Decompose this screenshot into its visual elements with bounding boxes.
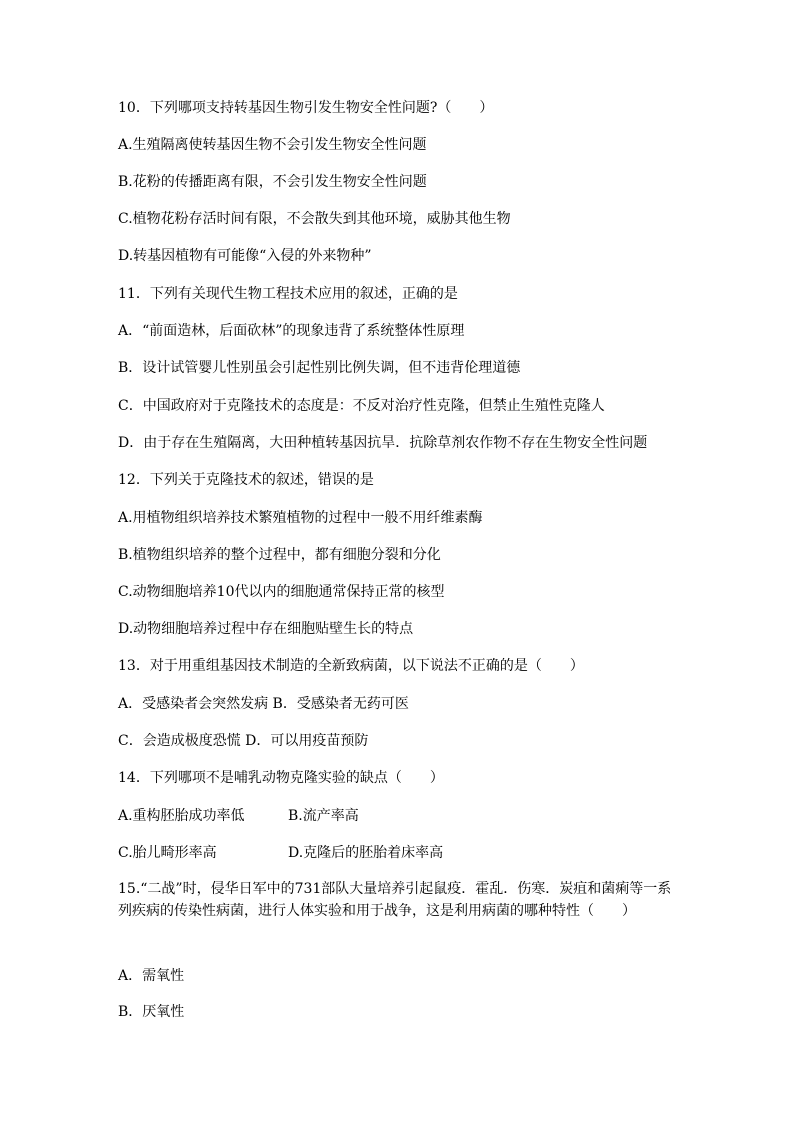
question-12-stem: 12．下列关于克隆技术的叙述，错误的是 — [118, 472, 374, 488]
question-14-option-d: D.克隆后的胚胎着床率高 — [288, 845, 444, 861]
question-12-option-c: C.动物细胞培养10代以内的细胞通常保持正常的核型 — [118, 584, 445, 600]
question-14-row-1 — [118, 805, 718, 827]
question-14-option-a: A.重构胚胎成功率低 — [118, 808, 245, 824]
question-11-option-a: A．“前面造林，后面砍林”的现象违背了系统整体性原理 — [118, 323, 465, 339]
question-15-stem: 15.“二战”时，侵华日军中的731部队大量培养引起鼠疫．霍乱．伤寒．炭疽和菌痢等一系列疾病的传染性病菌，进行人体实验和用于战争，这是利用病菌的哪种特性（ ） — [118, 881, 672, 919]
question-13-options-cd: C．会造成极度恐慌 D．可以用疫苗预防 — [118, 733, 369, 749]
question-12-option-a: A.用植物组织培养技术繁殖植物的过程中一般不用纤维素酶 — [118, 510, 483, 526]
question-15-option-b: B．厌氧性 — [118, 1004, 185, 1020]
question-10-option-d: D.转基因植物有可能像“入侵的外来物种” — [118, 248, 372, 264]
question-11-stem: 11．下列有关现代生物工程技术应用的叙述，正确的是 — [118, 286, 458, 302]
question-11-option-d: D．由于存在生殖隔离，大田种植转基因抗旱．抗除草剂农作物不存在生物安全性问题 — [118, 435, 648, 451]
question-10-option-b: B.花粉的传播距离有限，不会引发生物安全性问题 — [118, 174, 427, 190]
question-10-option-c: C.植物花粉存活时间有限，不会散失到其他环境，威胁其他生物 — [118, 211, 511, 227]
question-14-stem: 14．下列哪项不是哺乳动物克隆实验的缺点（ ） — [118, 770, 444, 786]
question-10-option-a: A.生殖隔离使转基因生物不会引发生物安全性问题 — [118, 137, 427, 153]
question-15-option-a: A．需氧性 — [118, 968, 185, 984]
question-14-option-b: B.流产率高 — [288, 808, 359, 824]
question-13-options-ab: A．受感染者会突然发病 B．受感染者无药可医 — [118, 696, 409, 712]
question-12-option-d: D.动物细胞培养过程中存在细胞贴壁生长的特点 — [118, 621, 414, 637]
question-10-stem: 10．下列哪项支持转基因生物引发生物安全性问题?（ ） — [118, 100, 494, 116]
question-11-option-c: C．中国政府对于克隆技术的态度是：不反对治疗性克隆，但禁止生殖性克隆人 — [118, 398, 605, 414]
question-11-option-b: B．设计试管婴儿性别虽会引起性别比例失调，但不违背伦理道德 — [118, 360, 521, 376]
question-14-option-c: C.胎儿畸形率高 — [118, 845, 217, 861]
question-13-stem: 13．对于用重组基因技术制造的全新致病菌，以下说法不正确的是（ ） — [118, 658, 584, 674]
question-12-option-b: B.植物组织培养的整个过程中，都有细胞分裂和分化 — [118, 547, 441, 563]
question-14-row-2 — [118, 842, 718, 864]
